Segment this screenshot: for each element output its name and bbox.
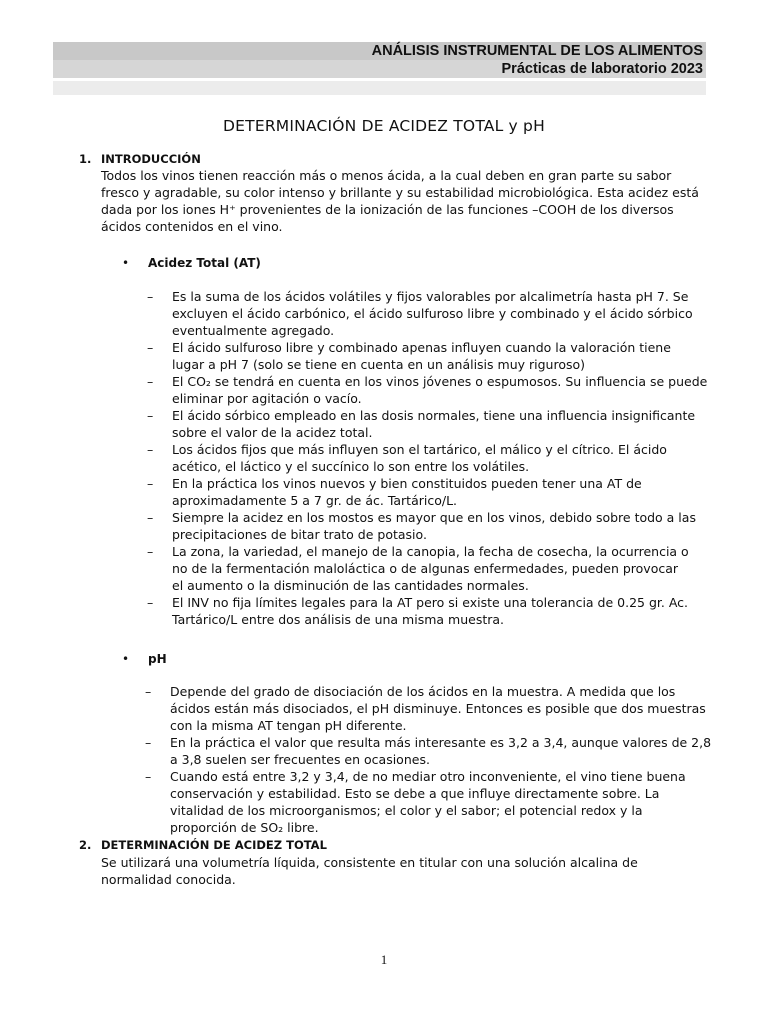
list-item-line: vitalidad de los microorganismos; el color y el sabor; el potencial redox y la — [170, 803, 643, 818]
list-item-line: El ácido sulfuroso libre y combinado apenas influyen cuando la valoración tiene — [172, 340, 671, 355]
list-item-line: conservación y estabilidad. Esto se debe a que influye directamente sobre. La — [170, 786, 660, 801]
paragraph-line: normalidad conocida. — [101, 872, 236, 887]
dash-marker: – — [147, 374, 154, 389]
list-item-text — [172, 441, 717, 475]
list-item-line: Siempre la acidez en los mostos es mayor que en los vinos, debido sobre todo a las — [172, 510, 696, 525]
document-title: DETERMINACIÓN DE ACIDEZ TOTAL y pH — [223, 117, 545, 135]
list-item-line: La zona, la variedad, el manejo de la canopia, la fecha de cosecha, la ocurrencia o — [172, 544, 689, 559]
dash-marker: – — [147, 595, 154, 610]
section-number: 1. — [79, 152, 92, 166]
bullet-label-acidez-total: Acidez Total (AT) — [148, 256, 261, 270]
section-heading: INTRODUCCIÓN — [101, 152, 201, 166]
list-item-line: precipitaciones de bitar trato de potasio. — [172, 527, 427, 542]
list-item-text — [172, 594, 717, 628]
list-item-text — [172, 339, 717, 373]
list-item-line: sobre el valor de la acidez total. — [172, 425, 373, 440]
dash-marker: – — [147, 510, 154, 525]
section-heading: DETERMINACIÓN DE ACIDEZ TOTAL — [101, 838, 327, 852]
list-item-text — [172, 509, 717, 543]
intro-line: dada por los iones H⁺ provenientes de la ionización de las funciones –COOH de los diversos — [101, 202, 674, 217]
dash-marker: – — [147, 476, 154, 491]
dash-marker: – — [145, 735, 152, 750]
list-item-line: el aumento o la disminución de las cantidades normales. — [172, 578, 529, 593]
dash-marker: – — [147, 544, 154, 559]
dash-marker: – — [147, 408, 154, 423]
list-item-text — [172, 543, 717, 594]
list-item-line: a 3,8 suelen ser frecuentes en ocasiones. — [170, 752, 430, 767]
list-item-line: Depende del grado de disociación de los ácidos en la muestra. A medida que los — [170, 684, 676, 699]
paragraph-line: Se utilizará una volumetría líquida, consistente en titular con una solución alcalina de — [101, 855, 638, 870]
list-item-line: En la práctica el valor que resulta más interesante es 3,2 a 3,4, aunque valores de 2,8 — [170, 735, 712, 750]
list-item-line: En la práctica los vinos nuevos y bien constituidos pueden tener una AT de — [172, 476, 642, 491]
section-number: 2. — [79, 838, 92, 852]
dash-marker: – — [147, 340, 154, 355]
list-item-line: Los ácidos fijos que más influyen son el tartárico, el málico y el cítrico. El ácido — [172, 442, 667, 457]
page-header — [53, 42, 706, 95]
intro-line: Todos los vinos tienen reacción más o menos ácida, a la cual deben en gran parte su sabor — [101, 168, 672, 183]
list-item-line: con la misma AT tengan pH diferente. — [170, 718, 407, 733]
header-divider-band — [53, 81, 706, 95]
list-item-line: lugar a pH 7 (solo se tiene en cuenta en un análisis muy riguroso) — [172, 357, 586, 372]
header-subtitle: Prácticas de laboratorio 2023 — [53, 60, 706, 78]
list-item-line: acético, el láctico y el succínico lo son entre los volátiles. — [172, 459, 530, 474]
list-item-text — [170, 734, 715, 768]
intro-line: fresco y agradable, su color intenso y brillante y su estabilidad microbiológica. Esta acidez está — [101, 185, 699, 200]
dash-marker: – — [145, 684, 152, 699]
list-item-line: El ácido sórbico empleado en las dosis normales, tiene una influencia insignificante — [172, 408, 696, 423]
list-item-text — [170, 768, 715, 836]
list-item-line: El CO₂ se tendrá en cuenta en los vinos jóvenes o espumosos. Su influencia se puede — [172, 374, 708, 389]
list-item-line: Es la suma de los ácidos volátiles y fijos valorables por alcalimetría hasta pH 7. Se — [172, 289, 689, 304]
list-item-line: proporción de SO₂ libre. — [170, 820, 319, 835]
list-item-line: ácidos están más disociados, el pH disminuye. Entonces es posible que dos muestras — [170, 701, 706, 716]
list-item-text — [170, 683, 715, 734]
header-course-title: ANÁLISIS INSTRUMENTAL DE LOS ALIMENTOS — [53, 42, 706, 60]
list-item-text — [172, 407, 717, 441]
list-item-line: eventualmente agregado. — [172, 323, 335, 338]
section-paragraph — [101, 854, 638, 888]
list-item-line: El INV no fija límites legales para la AT pero si existe una tolerancia de 0.25 gr. Ac. — [172, 595, 689, 610]
dash-marker: – — [147, 442, 154, 457]
bullet-label-ph: pH — [148, 652, 167, 666]
list-item-line: Cuando está entre 3,2 y 3,4, de no mediar otro inconveniente, el vino tiene buena — [170, 769, 686, 784]
list-item-text — [172, 475, 717, 509]
dash-marker: – — [145, 769, 152, 784]
page-number: 1 — [380, 952, 388, 967]
dash-marker: – — [147, 289, 154, 304]
list-item-line: eliminar por agitación o vacío. — [172, 391, 362, 406]
intro-paragraph — [101, 167, 699, 235]
list-item-line: no de la fermentación maloláctica o de algunas enfermedades, pueden provocar — [172, 561, 679, 576]
bullet-dot: • — [122, 256, 130, 270]
list-item-text — [172, 288, 717, 339]
list-item-line: excluyen el ácido carbónico, el ácido sulfuroso libre y combinado y el ácido sórbico — [172, 306, 693, 321]
list-item-text — [172, 373, 717, 407]
list-item-line: aproximadamente 5 a 7 gr. de ác. Tartárico/L. — [172, 493, 458, 508]
bullet-dot: • — [122, 652, 130, 666]
intro-line: ácidos contenidos en el vino. — [101, 219, 283, 234]
list-item-line: Tartárico/L entre dos análisis de una misma muestra. — [172, 612, 505, 627]
